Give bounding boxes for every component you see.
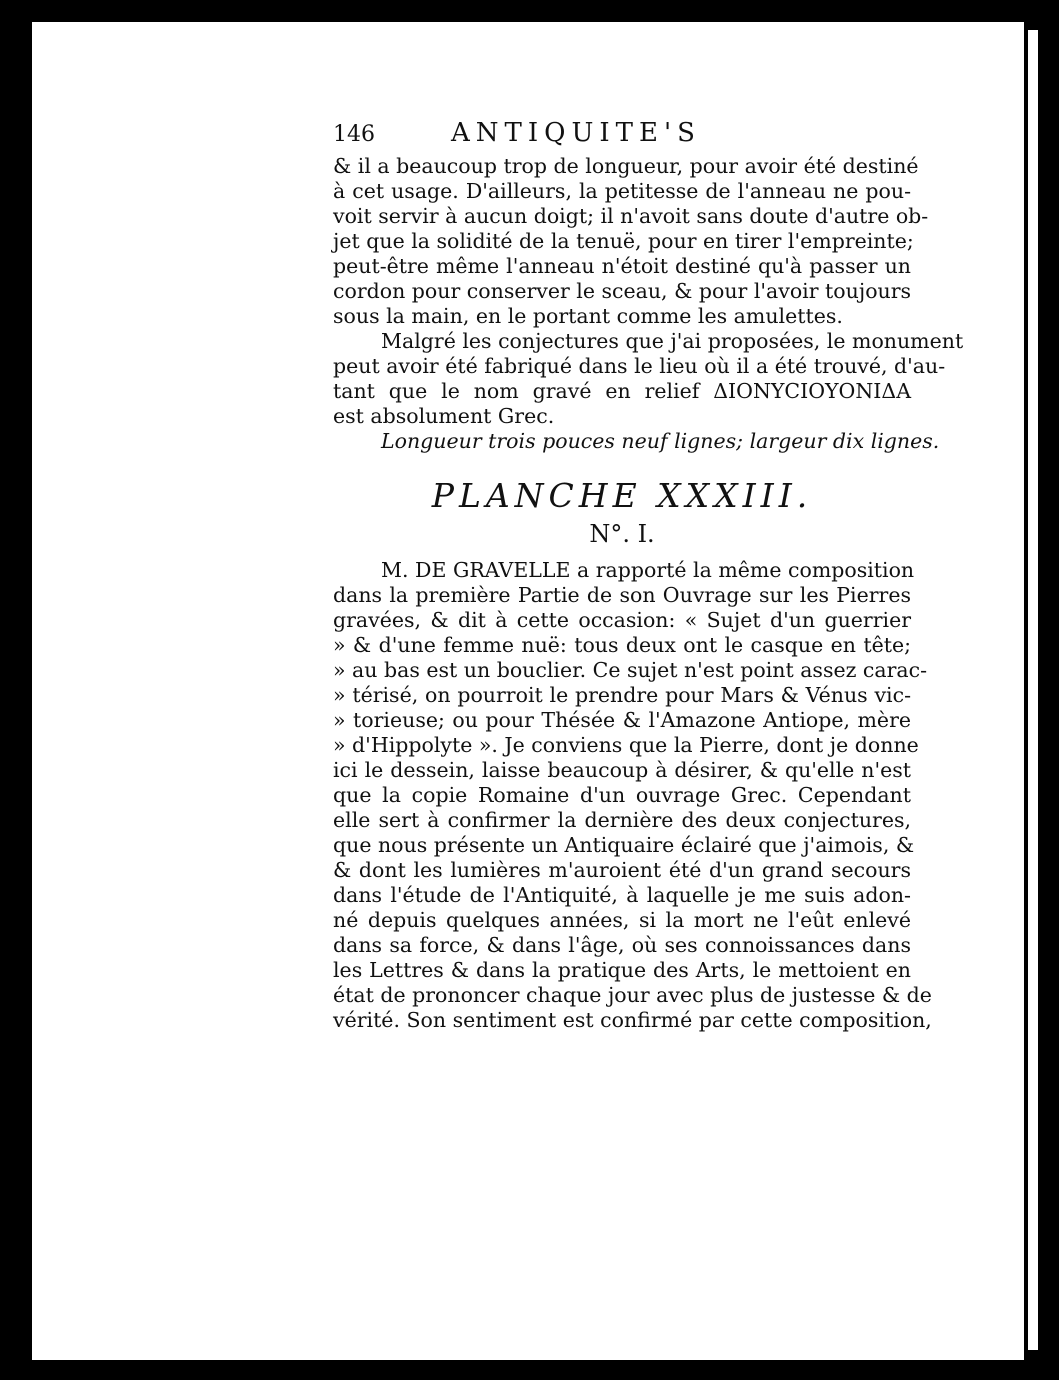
plate-title: PLANCHE XXXIII. — [431, 476, 813, 515]
text-line: cordon pour conserver le sceau, & pour l'avoir toujours — [333, 279, 912, 303]
text-line: » au bas est un bouclier. Ce sujet n'est point assez carac- — [333, 658, 928, 682]
text-line: » & d'une femme nuë: tous deux ont le casque en tête; — [333, 633, 911, 657]
text-line: peut-être même l'anneau n'étoit destiné qu'à passer un — [333, 254, 911, 278]
paragraph-2 — [333, 329, 964, 429]
text-line: voit servir à aucun doigt; il n'avoit sans doute d'autre ob- — [333, 204, 929, 228]
paragraph-1 — [333, 154, 929, 329]
text-line: que la copie Romaine d'un ouvrage Grec. Cependant — [333, 783, 911, 807]
text-line: jet que la solidité de la tenuë, pour en tirer l'empreinte; — [333, 229, 914, 253]
page-number: 146 — [333, 122, 375, 147]
text-line: ici le dessein, laisse beaucoup à désirer, & qu'elle n'est — [333, 758, 911, 782]
text-line: & il a beaucoup trop de longueur, pour avoir été destiné — [333, 154, 919, 178]
text-line: » torieuse; ou pour Thésée & l'Amazone Antiope, mère — [333, 708, 911, 732]
text-line: gravées, & dit à cette occasion: « Sujet d'un guerrier — [333, 608, 911, 632]
running-head — [333, 118, 911, 154]
text-line: Malgré les conjectures que j'ai proposées, le monument — [381, 329, 964, 353]
text-line: elle sert à confirmer la dernière des deux conjectures, — [333, 808, 911, 832]
text-line: dans l'étude de l'Antiquité, à laquelle je me suis adon- — [333, 883, 911, 907]
text-line: vérité. Son sentiment est confirmé par cette composition, — [333, 1008, 932, 1032]
text-line: dans la première Partie de son Ouvrage sur les Pierres — [333, 583, 911, 607]
page-edge — [1024, 30, 1038, 1350]
text-line: à cet usage. D'ailleurs, la petitesse de l'anneau ne pou- — [333, 179, 911, 203]
text-line: » térisé, on pourroit le prendre pour Mars & Vénus vic- — [333, 683, 911, 707]
dimensions-line: Longueur trois pouces neuf lignes; largeur dix lignes. — [381, 429, 940, 453]
text-line: tant que le nom gravé en relief ΔΙΟΝΥCΙΟΥΟΝΙΔΑ — [333, 379, 911, 403]
text-line: les Lettres & dans la pratique des Arts, le mettoient en — [333, 958, 911, 982]
text-line: est absolument Grec. — [333, 404, 555, 428]
text-line: né depuis quelques années, si la mort ne l'eût enlevé — [333, 908, 911, 932]
text-line: sous la main, en le portant comme les amulettes. — [333, 304, 843, 328]
paragraph-3 — [333, 558, 932, 1033]
text-block — [333, 108, 964, 1033]
text-line: que nous présente un Antiquaire éclairé que j'aimois, & — [333, 833, 915, 857]
text-line: état de prononcer chaque jour avec plus de justesse & de — [333, 983, 932, 1007]
text-line: peut avoir été fabriqué dans le lieu où il a été trouvé, d'au- — [333, 354, 946, 378]
text-line: & dont les lumières m'auroient été d'un grand secours — [333, 858, 911, 882]
text-line: » d'Hippolyte ». Je conviens que la Pierre, dont je donne — [333, 733, 919, 757]
running-title: ANTIQUITE'S — [451, 118, 701, 148]
text-line: dans sa force, & dans l'âge, où ses connoissances dans — [333, 933, 911, 957]
text-line: M. DE GRAVELLE a rapporté la même composition — [381, 558, 915, 582]
number-heading: N°. I. — [589, 520, 655, 548]
